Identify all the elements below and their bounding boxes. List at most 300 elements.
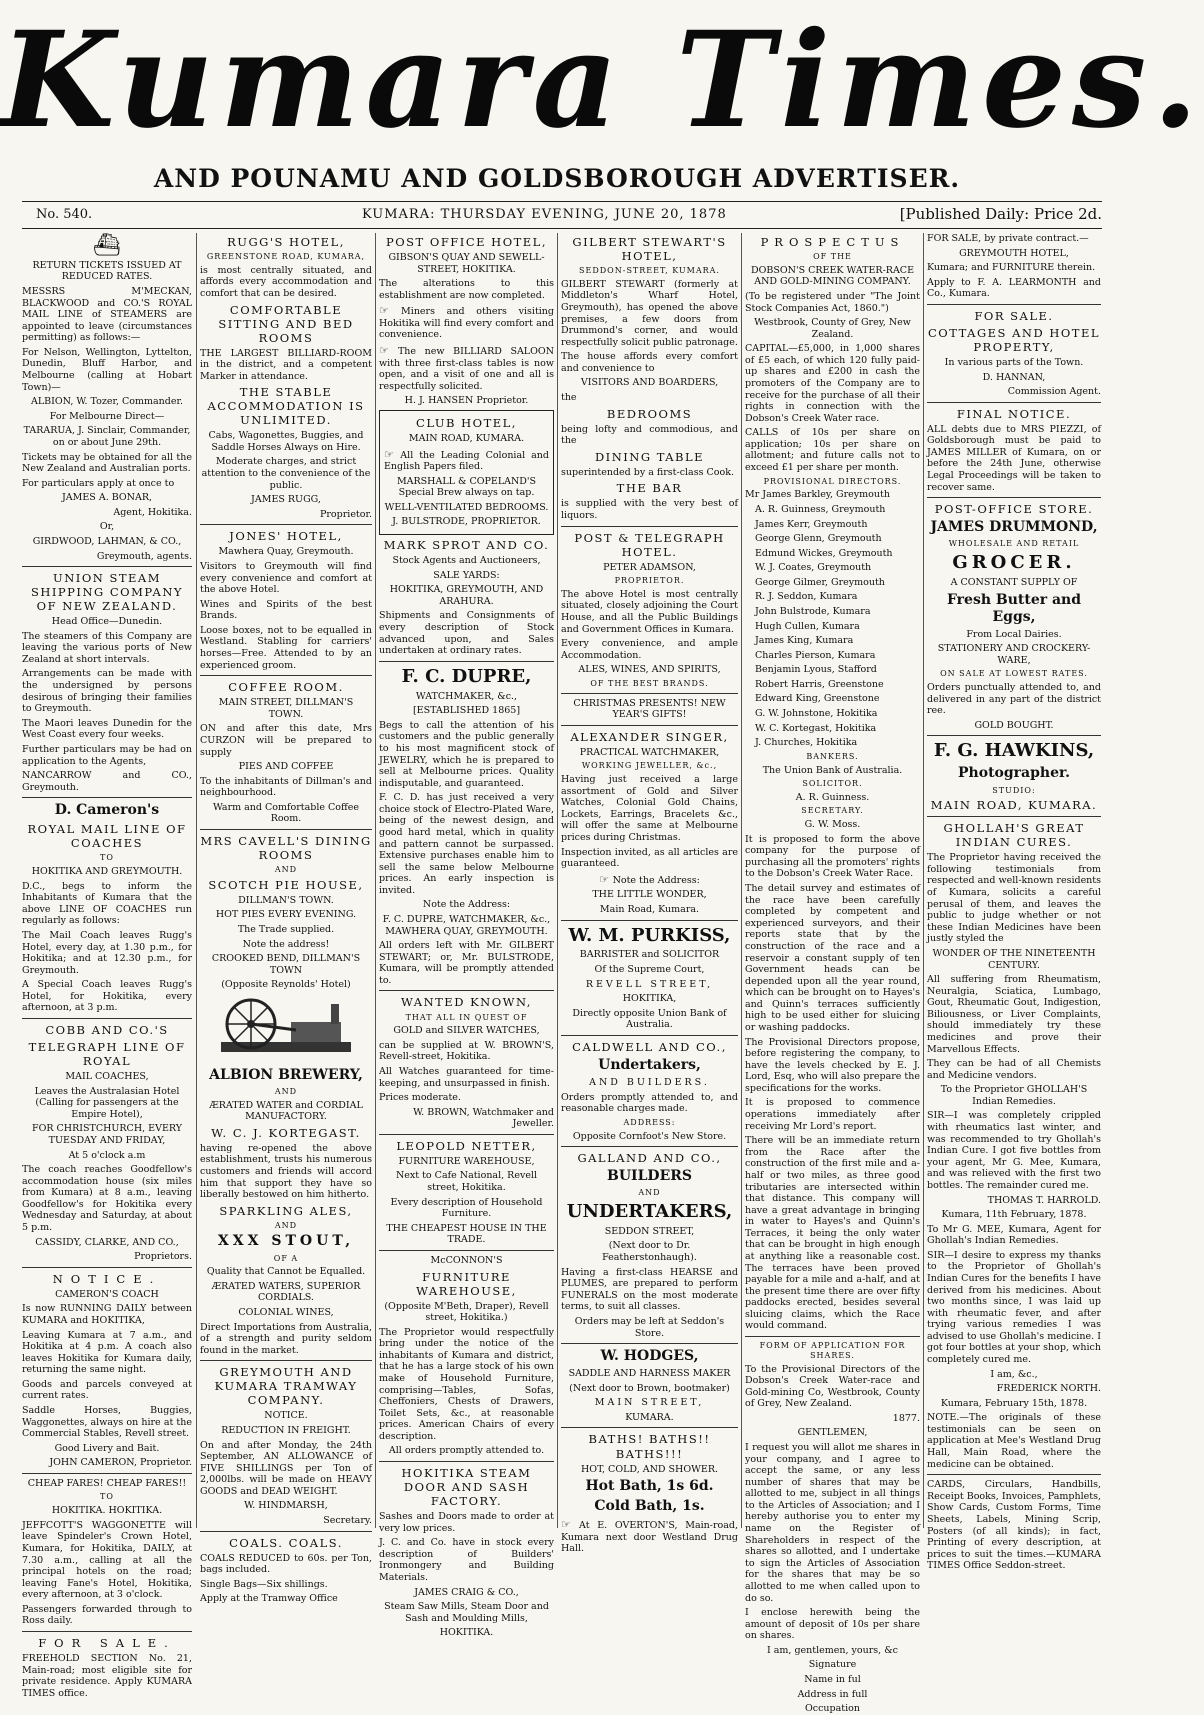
ad-heading: CALDWELL AND CO., (572, 1039, 727, 1054)
ad-text: Proprietor. (320, 508, 372, 520)
ad-text: GREYMOUTH HOTEL, (959, 247, 1069, 259)
director: Edmund Wickes, Greymouth (755, 547, 893, 559)
ad-text: CHEAP FARES! CHEAP FARES!! (27, 1477, 187, 1489)
ad-heading: POST & TELEGRAPH HOTEL. (574, 530, 725, 559)
ad-heading: W. C. J. KORTEGAST. (211, 1125, 361, 1140)
ad-text: HOT, COLD, AND SHOWER. (581, 1463, 718, 1475)
ad-heading: NOTICE. (52, 1271, 162, 1286)
ad-text: Quality that Cannot be Equalled. (206, 1266, 366, 1278)
ad-heading: W. HODGES, (600, 1348, 699, 1365)
pointing-hand-icon: ☞ (379, 304, 402, 318)
ad-text: THAT ALL IN QUEST OF (405, 1012, 528, 1022)
ad-text: The alterations to this establishment are now completed. (379, 278, 554, 301)
ad-heading: GILBERT STEWART'S HOTEL, (572, 235, 727, 264)
ad-heading: THE STABLE ACCOMMODATION IS UNLIMITED. (207, 385, 365, 428)
ad-heading: THE BAR (616, 481, 683, 496)
ad-text: Westbrook, County of Grey, New Zealand. (754, 317, 911, 340)
ad-text: For Melbourne Direct— (49, 410, 165, 422)
ad-heading: GALLAND AND CO., (577, 1151, 722, 1166)
ad-text: OF A (273, 1253, 299, 1263)
ad-text: ALES, WINES, AND SPIRITS, (578, 664, 721, 676)
ad-text: superintended by a first-class Cook. (561, 466, 734, 478)
ad-text: Single Bags—Six shillings. (200, 1578, 328, 1590)
ad-text: A Special Coach leaves Rugg's Hotel, for Hokitika, every afternoon, at 3 p.m. (22, 979, 192, 1014)
ad-text: From Local Dairies. (966, 628, 1062, 640)
ad-heading: MARK SPROT AND CO. (383, 538, 550, 553)
ad-text: Kumara, February 15th, 1878. (940, 1397, 1088, 1409)
ad-text: ADDRESS: (623, 1117, 676, 1127)
ad-text: COLONIAL WINES, (238, 1307, 334, 1319)
ad-text: NOTE.—The originals of these testimonials can be seen on application at Mee's Westland Drug Hall, Main Road, where the medicine can be obtained. (927, 1412, 1101, 1470)
separator (200, 524, 372, 525)
ad-heading: COALS. COALS. (229, 1535, 343, 1550)
ad-text: SOLICITOR. (802, 779, 863, 789)
ad-text: is supplied with the very best of liquors. (561, 498, 738, 521)
ad-text: All Watches guaranteed for time-keeping, and unsurpassed in finish. (379, 1065, 554, 1089)
ad-text: To the inhabitants of Dillman's and neighbourhood. (200, 775, 372, 799)
ad-text: To Mr G. MEE, Kumara, Agent for Ghollah's Indian Remedies. (927, 1223, 1101, 1247)
ad-text: CASSIDY, CLARKE, AND CO., (35, 1236, 179, 1248)
ad-text: FORM OF APPLICATION FOR SHARES. (759, 1341, 906, 1360)
ad-text: Leaves the Australasian Hotel (Calling for passengers at the Empire Hotel), (34, 1085, 180, 1120)
ad-text: GOLD and SILVER WATCHES, (393, 1025, 540, 1037)
ad-text: ON and after this date, Mrs CURZON will be prepared to supply (200, 723, 372, 758)
director: R. J. Seddon, Kumara (755, 591, 858, 603)
ad-text: Mawhera Quay, Greymouth. (218, 546, 354, 558)
ad-heading: BATHS! BATHS!! BATHS!!! (588, 1432, 711, 1461)
ad-text: JOHN CAMERON, Proprietor. (49, 1457, 192, 1469)
ad-text: NOTICE. (264, 1410, 308, 1422)
separator (927, 402, 1101, 403)
ad-text: HOKITIKA. (439, 1627, 494, 1639)
ad-text: is most centrally situated, and affords every accommodation and comfort that can be desired. (200, 264, 372, 299)
ad-text: The Mail Coach leaves Rugg's Hotel, every day, at 1.30 p.m., for Hokitika; and at 12.30 p.m., for Greymouth. (22, 930, 192, 976)
ad-heading: DINING TABLE (594, 449, 705, 464)
ad-text: REVELL STREET, (585, 978, 714, 990)
ad-text: The Union Bank of Australia. (762, 764, 903, 776)
director: James King, Kumara (755, 635, 854, 647)
ad-text: GIRDWOOD, LAHMAN, & CO., (32, 535, 182, 547)
ad-text: (Opposite Reynolds' Hotel) (221, 979, 351, 991)
ad-heading: Cold Bath, 1s. (594, 1498, 705, 1515)
director: Robert Harris, Greenstone (755, 678, 884, 690)
ad-text: Note the address! (242, 938, 330, 950)
ad-heading: COMFORTABLE SITTING AND BED ROOMS (218, 302, 354, 345)
ad-heading: RUGG'S HOTEL, (227, 235, 345, 249)
ad-heading: POST-OFFICE STORE. (934, 502, 1094, 517)
ad-text: CHRISTMAS PRESENTS! NEW YEAR'S GIFTS! (573, 697, 726, 721)
ad-text: Orders may be left at Seddon's Store. (574, 1315, 725, 1339)
ad-text: J. BULSTRODE, PROPRIETOR. (392, 516, 541, 528)
ad-text: WHOLESALE AND RETAIL (948, 539, 1080, 549)
ad-heading: GREYMOUTH AND KUMARA TRAMWAY COMPANY. (214, 1365, 358, 1408)
ad-text: Having a first-class HEARSE and PLUMES, are prepared to perform FUNERALS on the most moderate terms, to suit all classes. (561, 1266, 738, 1313)
separator (22, 797, 192, 798)
ad-text: The coach reaches Goodfellow's accommodation house (six miles from Kumara) at 8 a.m., leaving Goodfellow's for Hokitika every Wednesday and Saturday, at about 5 p.m. (22, 1164, 192, 1234)
ad-heading: UNDERTAKERS, (566, 1200, 733, 1222)
club-hotel-box (379, 410, 554, 535)
ad-text: FOR SALE, by private contract.— (927, 233, 1089, 244)
ad-text: PETER ADAMSON, (603, 561, 696, 573)
director: John Bulstrode, Kumara (755, 605, 871, 617)
ad-text: It is proposed to form the above company for the purpose of purchasing all the promoters' rights to the Dobson's Creek Water Race. (745, 833, 920, 880)
dateline (22, 207, 1102, 225)
ad-heading: COFFEE ROOM. (228, 680, 344, 695)
ad-text: DOBSON'S CREEK WATER-RACE AND GOLD-MINING COMPANY. (750, 264, 915, 288)
ad-text: VISITORS AND BOARDERS, (580, 377, 719, 389)
ad-text: (Next door to Brown, bootmaker) (569, 1382, 730, 1394)
ad-text: GILBERT STEWART (formerly at Middleton's Wharf Hotel, Greymouth), has opened the above premises, a few doors from Drummond's corner, and would respectfully solicit public patronage. (561, 278, 738, 348)
ad-text: AND (638, 1188, 661, 1198)
ad-text: ALL debts due to MRS PIEZZI, of Goldsborough must be paid to JAMES MILLER of Kumara, on or before the 24th June, otherwise Legal Proceedings will be taken to recover same. (927, 423, 1101, 493)
ad-text: All orders promptly attended to. (388, 1445, 545, 1457)
ad-text: McCONNON'S (430, 1254, 503, 1266)
column-divider (741, 233, 742, 1528)
director: W. J. Coates, Greymouth (755, 562, 872, 574)
column-1 (20, 233, 194, 1699)
ad-text: Directly opposite Union Bank of Australia. (572, 1007, 727, 1031)
ad-heading: ALBION BREWERY, (209, 1066, 363, 1083)
ad-text: Agent, Hokitika. (113, 506, 192, 518)
ad-text: WELL-VENTILATED BEDROOMS. (384, 501, 549, 513)
ad-text: For particulars apply at once to (22, 477, 175, 489)
ad-text: BARRISTER and SOLICITOR (579, 949, 720, 961)
ad-text: SIR—I was completely crippled with rheumatics last winter, and was recommended to try Ghollah's Indian Cure. I got five bottles from your agent, Mr G. Mee, Kumara, and was relieved with the first two bottles. The remainder cured me. (927, 1110, 1101, 1191)
ad-text: Kumara, 11th February, 1878. (941, 1209, 1087, 1221)
ad-text: SADDLE AND HARNESS MAKER (568, 1368, 731, 1380)
ad-heading: FOR SALE. (38, 1636, 176, 1650)
ad-text: H. J. HANSEN Proprietor. (404, 395, 529, 407)
ad-text: AND (274, 865, 298, 874)
ad-text: CAPITAL—£5,000, in 1,000 shares of £5 each, of which 120 fully paid-up shares and £200 in cash the promoters of the Company are to receive for the purchase of all their rights in connection with the Dobson's Creek Water race. (745, 343, 920, 424)
separator (200, 1360, 372, 1361)
ad-text (384, 448, 549, 473)
ad-text: Secretary. (323, 1515, 372, 1527)
ad-text: Prices moderate. (379, 1092, 461, 1104)
separator (22, 1267, 192, 1268)
ad-text: HOKITIKA, (622, 993, 677, 1005)
director: Mr James Barkley, Greymouth (745, 489, 890, 501)
ad-text: KUMARA. (625, 1411, 674, 1423)
masthead-subtitle: AND POUNAMU AND GOLDSBOROUGH ADVERTISER. (153, 164, 961, 193)
ad-text: JAMES A. BONAR, (61, 492, 153, 504)
ad-text: RETURN TICKETS ISSUED AT REDUCED RATES. (32, 259, 182, 283)
separator (927, 304, 1101, 305)
ad-text: ALBION, W. Tozer, Commander. (30, 396, 184, 408)
ad-heading: CLUB HOTEL, (416, 415, 517, 430)
ad-text: ON SALE AT LOWEST RATES. (940, 669, 1088, 679)
ad-text: Commission Agent. (1007, 386, 1101, 398)
ad-text: REDUCTION IN FREIGHT. (221, 1424, 351, 1436)
separator (379, 1250, 554, 1251)
ad-text: WONDER OF THE NINETEENTH CENTURY. (932, 947, 1096, 971)
ad-text (379, 304, 554, 341)
director: J. Churches, Hokitika (755, 737, 858, 749)
ad-heading: TELEGRAPH LINE OF ROYAL (28, 1040, 186, 1069)
ad-text: Direct Importations from Australia, of a strength and purity seldom found in the market. (200, 1321, 372, 1356)
ad-heading: SPARKLING ALES, (219, 1203, 353, 1218)
ad-text: FREDERICK NORTH. (996, 1383, 1101, 1395)
ad-heading: PROSPECTUS (760, 235, 905, 249)
ad-text: There will be an immediate return from the Race after the construction of the first mile and a-half or two miles, as three good tributaries are intersected within that distance. This company will have a great advantage in bringing in water to Hayes's and Quinn's Terraces, it being the only water that can be brought in high enough at anything like a reasonable cost. The terraces have been proved payable for a mile and a-half, and at the present time there are over fifty paddocks erected, besides several sluicing claims, which the Race would command. (745, 1135, 920, 1332)
ad-heading: Photographer. (958, 765, 1070, 782)
ad-text: The Provisional Directors propose, before registering the company, to have the levels checked by E. J. Lord, Esq, who will also prepare the specifications for the works. (745, 1036, 920, 1094)
separator (379, 1134, 554, 1135)
separator (22, 1631, 192, 1632)
issue-price: [Published Daily: Price 2d. (899, 205, 1102, 223)
ad-heading: COTTAGES AND HOTEL PROPERTY, (928, 325, 1100, 354)
ad-text: GOLD BOUGHT. (974, 719, 1054, 731)
ad-text: being lofty and commodious, and the (561, 423, 738, 447)
masthead-title: Kumara Times. (0, 3, 1204, 158)
ad-text: Moderate charges, and strict attention to the convenience of the public. (201, 456, 371, 491)
separator (379, 990, 554, 991)
ad-text: The detail survey and estimates of the race have been carefully completed by competent and experienced surveyors, and their reports state that by the construction of the race and a reservoir a constant supply of ten Government heads can be depended upon all the year round, which can be brought on to Hayes's and Quinn's terraces sufficiently high to be used either for sluicing or washing paddocks. (745, 883, 920, 1033)
ad-text: PIES AND COFFEE (238, 761, 334, 773)
ad-heading: WANTED KNOWN, (401, 995, 532, 1010)
ad-text: Begs to call the attention of his customers and the public generally to his most magnificent stock of JEWELRY, which he is prepared to sell at Melbourne prices. Quality indisputable, and guaranteed. (379, 719, 554, 789)
ad-text: Good Livery and Bait. (54, 1442, 160, 1454)
ad-text: W. BROWN, Watchmaker and Jeweller. (413, 1106, 554, 1130)
ad-heading: GHOLLAH'S GREAT INDIAN CURES. (943, 821, 1085, 850)
ad-text: SEDDON STREET, (604, 1225, 695, 1237)
ad-heading: FINAL NOTICE. (956, 406, 1072, 421)
ad-text: CAMERON'S COACH (55, 1288, 159, 1300)
ad-heading: JONES' HOTEL, (229, 529, 343, 544)
separator (561, 1343, 738, 1344)
ad-text: OF THE (813, 252, 852, 262)
ad-text: Proprietors. (134, 1251, 192, 1263)
separator (561, 693, 738, 694)
pointing-hand-icon: ☞ (561, 1518, 580, 1532)
ad-text: Inspection invited, as all articles are guaranteed. (561, 846, 738, 870)
ad-heading: UNION STEAM SHIPPING COMPANY OF NEW ZEALAND. (30, 571, 184, 614)
ad-text: D.C., begs to inform the Inhabitants of Kumara that the above LINE OF COACHES run regularly as follows: (22, 880, 192, 927)
column-4 (559, 233, 740, 1555)
ad-text: All the Leading Colonial and English Papers filed. (384, 449, 549, 473)
ad-heading: F. C. DUPRE, (401, 665, 532, 687)
ad-text: STUDIO: (992, 785, 1036, 795)
ad-heading: JAMES DRUMMOND, (930, 519, 1098, 536)
ad-text: JAMES CRAIG & CO., (414, 1586, 519, 1598)
separator (22, 566, 192, 567)
ad-text: Main Road, Kumara. (599, 903, 700, 915)
ad-text: I enclose herewith being the amount of deposit of 10s per share on shares. (745, 1607, 920, 1642)
ad-text: COALS REDUCED to 60s. per Ton, bags included. (200, 1552, 372, 1576)
ad-text: Address in full (797, 1688, 868, 1700)
separator (927, 816, 1101, 817)
ad-text: THE LITTLE WONDER, (592, 889, 707, 901)
separator (927, 497, 1101, 498)
ad-text: ÆRATED WATERS, SUPERIOR CORDIALS. (211, 1280, 361, 1304)
ad-text: Shipments and Consignments of every description of Stock advanced upon, and Sales undertaken at ordinary rates. (379, 610, 554, 657)
ad-text: SIR—I desire to express my thanks to the Proprietor of Ghollah's Indian Cures for the benefits I have derived from his medicines. About two months since, I was laid up with rheumatic fever, and after trying various remedies I was advised to use Ghollah's medicine. I got four bottles at your shop, which completely cured me. (927, 1249, 1101, 1366)
ad-text: Saddle Horses, Buggies, Waggonettes, always on hire at the Commercial Stables, Revell street. (22, 1405, 192, 1440)
ad-text: STATIONERY AND CROCKERY-WARE, (937, 643, 1091, 666)
separator (561, 526, 738, 527)
ad-text: Opposite Cornfoot's New Store. (572, 1130, 727, 1142)
ad-text: Arrangements can be made with the undersigned by persons desirous of bringing their families to Greymouth. (22, 668, 192, 715)
ad-text: To the Provisional Directors of the Dobson's Creek Water-race and Gold-mining Co, Westbrook, County of Grey, New Zealand. (745, 1363, 920, 1410)
ad-text: FREEHOLD SECTION No. 21, Main-road; most eligible site for private residence. Apply KUMARA TIMES office. (22, 1653, 192, 1699)
ad-text: PROPRIETOR. (614, 576, 685, 586)
ad-text: (To be registered under "The Joint Stock Companies Act, 1860.") (745, 290, 920, 314)
ad-text: CALLS of 10s per share on application; 10s per share on allotment; and future calls not to exceed £1 per share per month. (745, 427, 920, 474)
ad-text: GENTLEMEN, (797, 1427, 868, 1439)
ad-text: Visitors to Greymouth will find every convenience and comfort at the above Hotel. (200, 560, 372, 596)
ad-text: JEFFCOTT'S WAGGONETTE will leave Spindeler's Crown Hotel, Kumara, for Hokitika, DAILY, at 7.30 a.m., calling at all the principal hotels on the road; leaving Fane's Hotel, Hokitika, every afternoon, at 3 o'clock. (22, 1519, 192, 1601)
ad-heading: HOKITIKA STEAM DOOR AND SASH FACTORY. (401, 1466, 532, 1509)
issue-date: KUMARA: THURSDAY EVENING, JUNE 20, 1878 (362, 207, 727, 222)
ad-text: SECRETARY. (801, 806, 864, 816)
ad-text: The Proprietor would respectfully bring under the notice of the inhabitants of Kumara and district, that he has a large stock of his own make of Household Furniture, comprising—Tables, Sofas, Cheffoniers, Chests of Drawers, Toilet Sets, &c., at reasonable prices. American Chairs of every description. (379, 1326, 554, 1442)
ad-text: Occupation (805, 1703, 860, 1715)
director: Charles Pierson, Kumara (755, 649, 876, 661)
ad-text: Orders punctually attended to, and delivered in any part of the district ree. (927, 682, 1101, 717)
column-divider (557, 233, 558, 1528)
ad-heading: POST OFFICE HOTEL, (386, 235, 547, 249)
separator (927, 1474, 1101, 1475)
ad-heading: Undertakers, (598, 1056, 701, 1073)
ad-text: THE LARGEST BILLIARD-ROOM in the district, and a competent Marker in attendance. (200, 347, 372, 382)
ad-text: HOKITIKA. HOKITIKA. (51, 1505, 163, 1517)
separator (561, 920, 738, 921)
ad-text: (Opposite M'Beth, Draper), Revell street, Hokitika.) (384, 1300, 549, 1324)
ad-text: Leaving Kumara at 7 a.m., and Hokitika at 4 p.m. A coach also leaves Hokitika for Kumara daily, returning the same night. (22, 1329, 192, 1376)
ad-text: On and after Monday, the 24th September, AN ALLOWANCE of FIVE SHILLINGS per Ton of 2,000lbs. will be made on HEAVY GOODS and DEAD WEIGHT. (200, 1439, 372, 1497)
ad-text: the (561, 391, 577, 403)
column-divider (196, 233, 197, 1528)
ad-text: All orders left with Mr. GILBERT STEWART; or, Mr. BULSTRODE, Kumara, will be promptly attended to. (379, 940, 554, 986)
column-divider (923, 233, 924, 1528)
ad-text: I request you will allot me shares in your company, and I agree to accept the same, or any less number of shares that may be allotted to me, subject in all things to the Articles of Association; and I hereby authorise you to enter my name on the Register of Shareholders in respect of the shares so allotted, and I undertake to sign the Articles of Association for the shares that may be so allotted to me when called upon to do so. (745, 1441, 920, 1604)
pointing-hand-icon: ☞ (384, 447, 401, 461)
ad-text: PROVISIONAL DIRECTORS. (763, 476, 902, 486)
ad-text: MAIN STREET, DILLMAN'S TOWN. (218, 697, 354, 720)
ad-text: Apply to F. A. LEARMONTH and Co., Kumara. (927, 276, 1101, 300)
ad-text: Signature (808, 1659, 857, 1671)
ad-text: SEDDON-STREET, KUMARA. (579, 266, 720, 276)
ad-text: BANKERS. (806, 751, 859, 761)
ad-heading: BUILDERS (607, 1168, 692, 1185)
ad-text: JAMES RUGG, (251, 494, 321, 506)
ad-text: having re-opened the above establishment, trusts his numerous customers and friends will accord him that support they have so liberally bestowed on him hitherto. (200, 1142, 372, 1201)
ad-text: HOKITIKA AND GREYMOUTH. (31, 866, 183, 878)
ad-text: It is proposed to commence operations immediately after receiving Mr Lord's report. (745, 1097, 920, 1132)
ad-heading: FURNITURE WAREHOUSE, (416, 1269, 517, 1298)
ad-text: The house affords every comfort and convenience to (561, 351, 738, 374)
ad-text: Name in ful (804, 1673, 861, 1685)
ad-heading: MAIN ROAD, KUMARA. (930, 798, 1098, 813)
ad-text: ÆRATED WATER and CORDIAL MANUFACTORY. (209, 1099, 363, 1123)
ad-text: The Proprietor having received the following testimonials from respected and well-known residents of Kumara, solicits a careful perusal of them, and leaves the public to judge whether or not these Indian Medicines have been justly styled the (927, 852, 1101, 945)
ad-text: THE CHEAPEST HOUSE IN THE TRADE. (386, 1222, 547, 1246)
ad-heading: BEDROOMS (606, 406, 693, 421)
ad-text: WORKING JEWELLER, &c., (581, 761, 718, 771)
separator (22, 1018, 192, 1019)
ad-text: W. HINDMARSH, (244, 1500, 328, 1512)
separator (561, 1427, 738, 1428)
ad-heading: COBB AND CO.'S (45, 1023, 169, 1038)
steamship-icon: ⛴ (93, 233, 121, 258)
ad-text: 1877. (892, 1412, 920, 1424)
director: George Gilmer, Greymouth (755, 576, 885, 588)
ad-text: AND (274, 1220, 298, 1230)
ad-text: J. C. and Co. have in stock every description of Builders' Ironmongery and Building Materials. (379, 1537, 554, 1583)
column-3 (377, 233, 556, 1639)
ad-text: GREENSTONE ROAD, KUMARA, (206, 252, 366, 262)
director: Hugh Cullen, Kumara (755, 620, 860, 632)
director: A. R. Guinness, Greymouth (755, 503, 886, 515)
ad-text: Greymouth, agents. (96, 550, 192, 562)
director: George Glenn, Greymouth (755, 533, 882, 545)
ad-text: Note the Address: (422, 899, 511, 911)
ad-text: Apply at the Tramway Office (200, 1593, 338, 1605)
ad-text: Further particulars may be had on application to the Agents, (22, 743, 192, 767)
ad-text: The Trade supplied. (237, 923, 335, 935)
ad-text: HOKITIKA, GREYMOUTH, AND ARAHURA. (389, 584, 544, 607)
ad-text: I am, &c., (990, 1368, 1038, 1380)
ad-text: Warm and Comfortable Coffee Room. (212, 801, 360, 825)
ad-text: TARARUA, J. Sinclair, Commander, on or about June 29th. (23, 425, 191, 448)
ad-text: (Next door to Dr. Featherstonhaugh). (602, 1240, 697, 1264)
ad-text: MAIN ROAD, KUMARA. (408, 432, 525, 444)
ad-text: Tickets may be obtained for all the New Zealand and Australian ports. (22, 451, 192, 475)
separator (561, 725, 738, 726)
ad-heading: LEOPOLD NETTER, (396, 1138, 537, 1153)
ad-heading: MRS CAVELL'S DINING ROOMS (200, 833, 372, 862)
director: Edward King, Greenstone (755, 693, 880, 705)
separator (22, 1473, 192, 1474)
pointing-hand-icon: ☞ (599, 872, 613, 886)
ad-text: HOT PIES EVERY EVENING. (215, 909, 357, 921)
ad-text: Wines and Spirits of the best Brands. (200, 598, 372, 622)
ad-text: Orders promptly attended to, and reasonable charges made. (561, 1091, 738, 1115)
separator (200, 675, 372, 676)
ad-text: Next to Cafe National, Revell street, Hokitika. (395, 1170, 538, 1194)
separator (927, 735, 1101, 736)
column-6 (925, 233, 1103, 1572)
ad-text: Sashes and Doors made to order at very low prices. (379, 1511, 554, 1534)
ad-text: Miners and others visiting Hokitika will find every comfort and convenience. (379, 306, 554, 341)
ad-text: TO (100, 853, 114, 863)
ad-heading: F. G. HAWKINS, (933, 740, 1095, 762)
director: G. W. Johnstone, Hokitika (755, 708, 878, 720)
ad-text: Kumara; and FURNITURE therein. (927, 262, 1096, 274)
ad-text: Goods and parcels conveyed at current rates. (22, 1378, 192, 1402)
ad-text: The Maori leaves Dunedin for the West Coast every four weeks. (22, 717, 192, 741)
ad-heading: GROCER. (952, 552, 1076, 573)
separator (379, 1461, 554, 1462)
ad-text: NANCARROW and CO., Greymouth. (22, 770, 192, 793)
ad-text: They can be had of all Chemists and Medicine vendors. (927, 1058, 1101, 1081)
ad-text: Head Office—Dunedin. (51, 616, 163, 628)
ad-text: Having just received a large assortment of Gold and Silver Watches, Colonial Gold Chains, Lockets, Earrings, Bracelets &c., will offer the same at Melbourne prices during Christmas. (561, 774, 738, 844)
ad-text: SALE YARDS: (433, 569, 500, 581)
separator (561, 1146, 738, 1147)
ad-text: At E. OVERTON'S, Main-road, Kumara next door Westland Drug Hall. (561, 1520, 738, 1555)
ad-text: Every convenience, and ample Accommodation. (561, 638, 738, 661)
ad-text: WATCHMAKER, &c., (415, 690, 518, 702)
ad-text: Note the Address: (612, 874, 700, 886)
ad-text: AND (274, 1086, 298, 1096)
separator (379, 661, 554, 662)
ad-heading: ALEXANDER SINGER, (570, 729, 729, 744)
ad-text: AND BUILDERS. (589, 1077, 710, 1089)
steam-engine-illustration (211, 994, 361, 1064)
ad-heading: Fresh Butter and Eggs, (946, 591, 1082, 625)
ad-text: Passengers forwarded through to Ross daily. (22, 1603, 192, 1627)
